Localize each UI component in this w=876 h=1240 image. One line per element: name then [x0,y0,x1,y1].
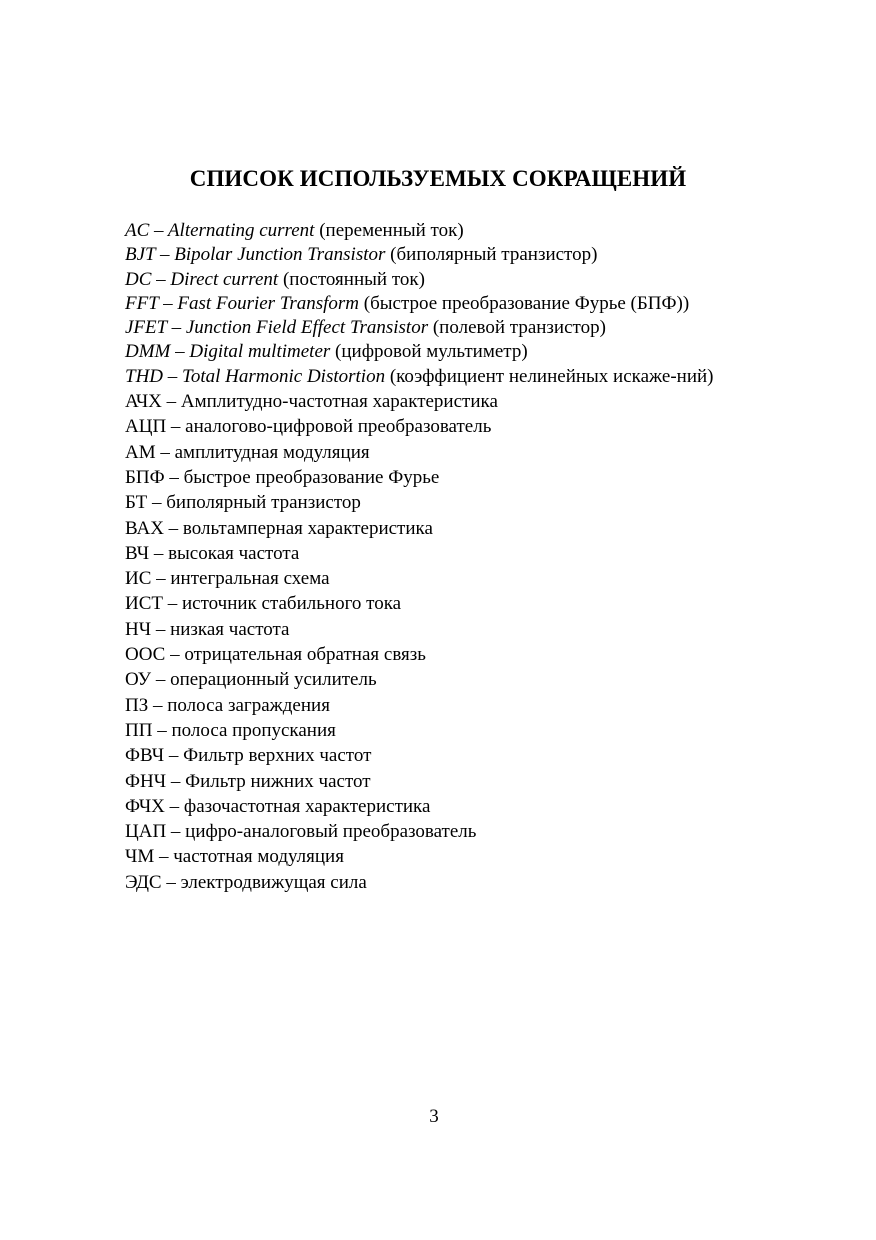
abbreviation-gloss: (быстрое преобразование Фурье (БПФ)) [359,292,690,314]
abbreviation-term: FFT – Fast Fourier Transform [125,292,360,314]
list-item: ЭДС – электродвижущая сила [125,871,367,893]
abbreviation-gloss: (полевой транзистор) [428,317,606,339]
abbreviation-gloss: (цифровой мультиметр) [330,341,528,363]
abbreviation-term: DMM – Digital multimeter [125,341,331,363]
list-item: АЦП – аналогово-цифровой преобразователь [125,416,492,438]
list-item: ИСТ – источник стабильного тока [125,593,402,615]
abbreviation-gloss: (коэффициент нелинейных искаже-ний) [385,365,714,387]
list-item: БПФ – быстрое преобразование Фурье [125,466,440,488]
abbreviation-term: AC – Alternating current [125,220,315,241]
list-item: ФНЧ – Фильтр нижних частот [125,770,371,792]
list-item: АМ – амплитудная модуляция [125,441,370,463]
abbreviation-gloss: (биполярный транзистор) [385,244,598,266]
list-item: ПП – полоса пропускания [125,719,336,741]
abbreviation-gloss: (постоянный ток) [278,268,425,290]
abbreviation-term: BJT – Bipolar Junction Transistor [125,244,386,266]
list-item [125,219,745,243]
page-number: 3 [429,1106,439,1127]
list-item [125,243,745,267]
abbreviation-gloss: (переменный ток) [314,220,464,241]
list-item: ЧМ – частотная модуляция [125,846,344,868]
list-item: ФЧХ – фазочастотная характеристика [125,795,431,817]
list-item: ВАХ – вольтамперная характеристика [125,517,433,539]
abbreviation-term: JFET – Junction Field Effect Transistor [125,317,429,339]
list-item [125,316,745,340]
list-item [125,268,745,292]
list-item: БТ – биполярный транзистор [125,492,361,514]
page-title: СПИСОК ИСПОЛЬЗУЕМЫХ СОКРАЩЕНИЙ [189,166,687,191]
list-item: ИС – интегральная схема [125,568,330,590]
list-item [125,340,745,364]
abbreviation-term: THD – Total Harmonic Distortion [125,365,386,387]
list-item: АЧХ – Амплитудно-частотная характеристика [125,391,498,413]
list-item [125,365,745,389]
list-item: ООС – отрицательная обратная связь [125,644,426,666]
list-item: НЧ – низкая частота [125,618,290,640]
abbreviation-list [125,219,745,895]
list-item: ЦАП – цифро-аналоговый преобразователь [125,821,477,843]
list-item: ФВЧ – Фильтр верхних частот [125,745,372,767]
list-item: ОУ – операционный усилитель [125,669,377,691]
list-item [125,292,745,316]
list-item: ВЧ – высокая частота [125,542,300,564]
list-item: ПЗ – полоса заграждения [125,694,330,716]
abbreviation-term: DC – Direct current [125,268,279,290]
